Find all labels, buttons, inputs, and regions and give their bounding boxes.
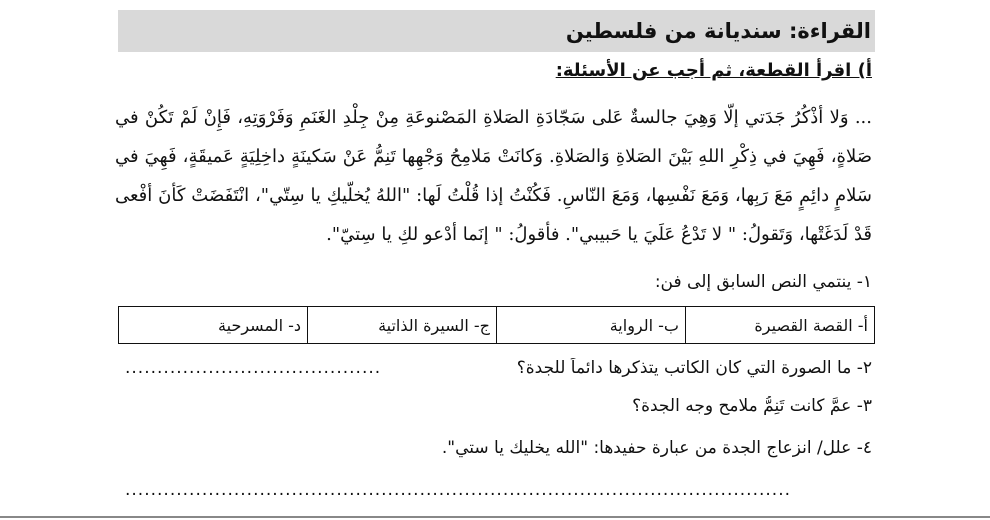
- option-a[interactable]: أ- القصة القصيرة: [686, 307, 875, 344]
- reading-passage: ... وَلا أذْكُرُ جَدَتي إلّا وَهِيَ جالسةٌ عَلى سَجّادَةِ الصَلاةِ المَصْنوعَةِ مِنْ جِلْدِ الغَنَمِ وَفَرْوَتِهِ، فَإِنْ لَمْ تَكُنْ في صَلاةٍ، فَهِيَ في ذِكْرِ اللهِ بَيْنَ الصَلاةِ وَالصَلاةِ. وَكانَتْ مَلامِحُ وَجْهِها تَنِمُّ عَنْ سَكينَةٍ داخِلِيَةٍ عَميقَةٍ، فَهِيَ في سَلامٍ دائِمٍ مَعَ رَبِها، وَمَعَ نَفْسِها، وَمَعَ النّاسِ. فَكُنْتُ إذا قُلْتُ لَها: "اللهُ يُخلّيكِ يا سِتّي"، انْتَفَضَتْ كَأنَ أفْعى قَدْ لَدَغَتْها، وَتَقولُ: " لا تَدْعُ عَلَيَ يا حَبيبي". فأقولُ: " إنَما أدْعو لكِ يا سِتيّ".: [115, 107, 872, 245]
- title-bar: [118, 10, 875, 52]
- options-row: [119, 307, 875, 344]
- page-bottom-rule: [0, 516, 990, 518]
- option-d[interactable]: د- المسرحية: [119, 307, 308, 344]
- options-table: [118, 306, 875, 344]
- option-c[interactable]: ج- السيرة الذاتية: [308, 307, 497, 344]
- page-title: القراءة: سنديانة من فلسطين: [565, 19, 871, 43]
- question-2: ٢- ما الصورة التي كان الكاتب يتذكرها دائماً للجدة؟: [516, 358, 872, 378]
- option-b[interactable]: ب- الرواية: [497, 307, 686, 344]
- instruction-heading: أ) اقرأ القطعة، ثم أجب عن الأسئلة:: [555, 60, 872, 81]
- answer-line-q2[interactable]: ........................................: [125, 358, 382, 378]
- question-1: ١- ينتمي النص السابق إلى فن:: [654, 272, 872, 292]
- answer-line-q4[interactable]: ........................................................................................................: [125, 480, 791, 500]
- question-3: ٣- عمَّ كانت تَنِمُّ ملامح وجه الجدة؟: [632, 396, 872, 416]
- question-4: ٤- علل/ انزعاج الجدة من عبارة حفيدها: "الله يخليك يا ستي".: [441, 438, 872, 458]
